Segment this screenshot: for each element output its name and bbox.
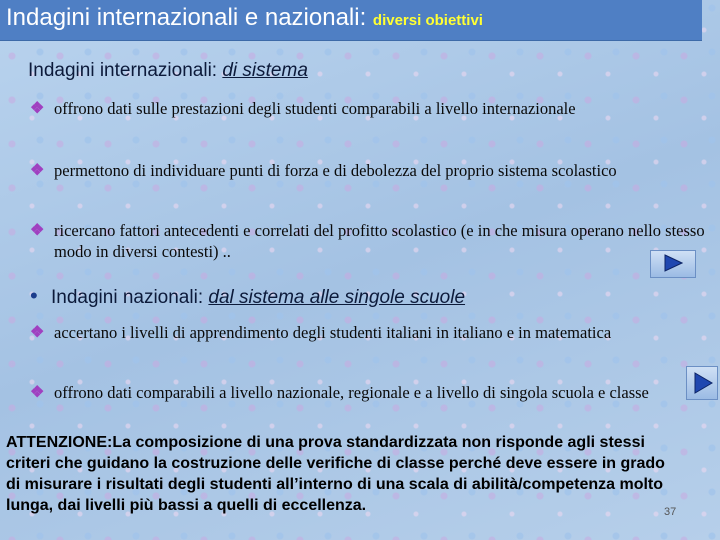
slide-title <box>6 4 483 32</box>
international-heading <box>28 60 308 82</box>
national-heading-emphasis: dal sistema alle singole scuole <box>208 287 466 308</box>
diamond-bullet-icon: ❖ <box>30 384 45 401</box>
next-button[interactable] <box>650 250 696 278</box>
play-arrow-icon <box>693 372 713 394</box>
national-heading-label: Indagini nazionali: <box>50 287 204 308</box>
attention-note <box>6 432 682 516</box>
list-item <box>30 98 720 119</box>
national-heading <box>30 283 465 309</box>
diamond-bullet-icon: ❖ <box>30 100 45 117</box>
page-number: 37 <box>664 506 677 518</box>
bullet-text: ricercano fattori antecedenti e correlati del profitto scolastico (e in che misura operano nello stesso modo in diversi contesti) .. <box>54 221 705 261</box>
next-slide-button[interactable] <box>686 366 718 400</box>
slide-title-suffix: diversi obiettivi <box>372 12 483 29</box>
international-heading-label: Indagini internazionali: <box>28 60 218 81</box>
list-item <box>30 220 720 262</box>
slide-title-text: Indagini internazionali e nazionali: <box>6 4 367 31</box>
round-bullet-icon: • <box>30 283 38 308</box>
bullet-text: accertano i livelli di apprendimento degli studenti italiani in italiano e in matematica <box>54 323 612 342</box>
diamond-bullet-icon: ❖ <box>30 162 45 179</box>
title-bar <box>0 0 702 41</box>
bullet-text: permettono di individuare punti di forza e di debolezza del proprio sistema scolastico <box>54 161 617 180</box>
play-arrow-icon <box>663 254 683 272</box>
bullet-text: offrono dati sulle prestazioni degli studenti comparabili a livello internazionale <box>54 99 576 118</box>
diamond-bullet-icon: ❖ <box>30 324 45 341</box>
attention-label: ATTENZIONE: <box>6 434 113 451</box>
list-item <box>30 160 720 181</box>
list-item <box>30 322 720 343</box>
international-heading-emphasis: di sistema <box>222 60 308 81</box>
diamond-bullet-icon: ❖ <box>30 222 45 239</box>
list-item <box>30 382 680 403</box>
bullet-text: offrono dati comparabili a livello nazionale, regionale e a livello di singola scuola e classe <box>54 383 649 402</box>
attention-text: La composizione di una prova standardizzata non risponde agli stessi criteri che guidano la costruzione delle verifiche di classe perché deve essere in grado di misurare i risultati degli studenti all’interno di una scala di abilità/competenza molto lunga, dai livelli più bassi a quelli di eccellenza. <box>6 434 665 514</box>
